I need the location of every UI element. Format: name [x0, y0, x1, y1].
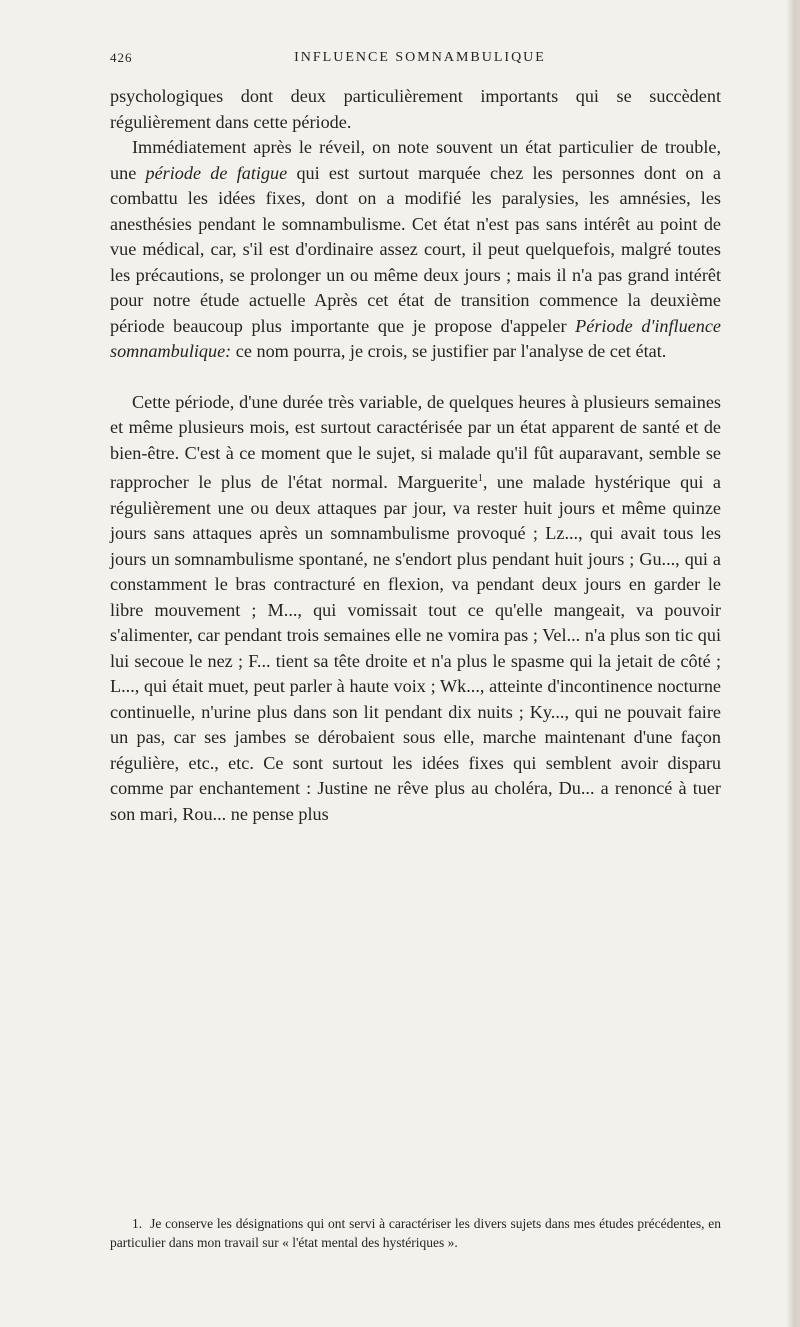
italic-term: période de fatigue: [145, 162, 288, 183]
paragraph: [110, 84, 721, 135]
footnote-number: 1.: [132, 1216, 143, 1231]
footnote: [110, 1214, 721, 1252]
text-run: qui est surtout marquée chez les personnes dont on a combattu les idées fixes, dont on a modifié les paralysies, les amnésies, les anesthésies pendant le somnambulisme. Cet état n'est pas sans intérêt au point de vue médical, car, s'il est d'ordinaire assez court, il peut quelquefois, malgré toutes les précautions, se prolonger un ou même deux jours ; mais il n'a pas grand intérêt pour notre étude actuelle Après cet état de transition commence la deuxième période beaucoup plus importante que je propose d'appeler: [110, 162, 721, 336]
text-run: Immédiatement après le réveil, on note souvent un état particulier de trouble, une: [110, 137, 721, 183]
running-header: [110, 50, 730, 72]
footnote-text: Je conserve les désignations qui ont servi à caractériser les divers sujets dans mes études précédentes, en particulier dans mon travail sur « l'état mental des hystériques ».: [110, 1216, 721, 1250]
italic-term: Période d'influence somnambulique:: [110, 315, 721, 361]
text-run: , une malade hystérique qui a régulièrement une ou deux attaques par jour, va rester huit jours et même quinze jours sans attaques après un somnambulisme provoqué ; Lz..., qui avait tous les jours un somnambulisme spontané, ne s'endort plus pendant huit jours ; Gu..., qui a constamment le bras contracturé en flexion, va pendant deux jours en garder le libre mouvement ; M..., qui vomissait tout ce qu'elle mangeait, va pouvoir s'alimenter, car pendant trois semaines elle ne vomira pas ; Vel... n'a plus son tic qui lui secoue le nez ; F... tient sa tête droite et n'a plus le spasme qui la jetait de côté ; L..., qui était muet, peut parler à haute voix ; Wk..., atteinte d'incontinence nocturne continuelle, n'urine plus dans son lit pendant dix nuits ; Ky..., qui ne pouvait faire un pas, car ses jambes se dérobaient sous elle, marche maintenant d'une façon régulière, etc., etc. Ce sont surtout les idées fixes qui semblent avoir disparu comme par enchantement : Justine ne rêve plus au choléra, Du... a renoncé à tuer son mari, Rou... ne pense plus: [110, 472, 721, 824]
body-text: [110, 84, 721, 827]
page-number: 426: [110, 50, 133, 65]
page-edge: [786, 0, 800, 1327]
paragraph: [110, 390, 721, 828]
text-run: ce nom pourra, je crois, se justifier par l'analyse de cet état.: [231, 341, 667, 361]
footnotes: [110, 1214, 721, 1252]
text-run: psychologiques dont deux particulièrement importants qui se succèdent régulièrement dans cette période.: [110, 86, 721, 132]
running-title: INFLUENCE SOMNAMBULIQUE: [294, 50, 546, 65]
paragraph: [110, 135, 721, 365]
text-run: Cette période, d'une durée très variable, de quelques heures à plusieurs semaines et même plusieurs mois, est surtout caractérisée par un état apparent de santé et de bien-être. C'est à ce moment que le sujet, si malade qu'il fût auparavant, semble se rapprocher le plus de l'état normal. Marguerite: [110, 391, 721, 493]
footnote-marker: 1: [477, 473, 483, 484]
